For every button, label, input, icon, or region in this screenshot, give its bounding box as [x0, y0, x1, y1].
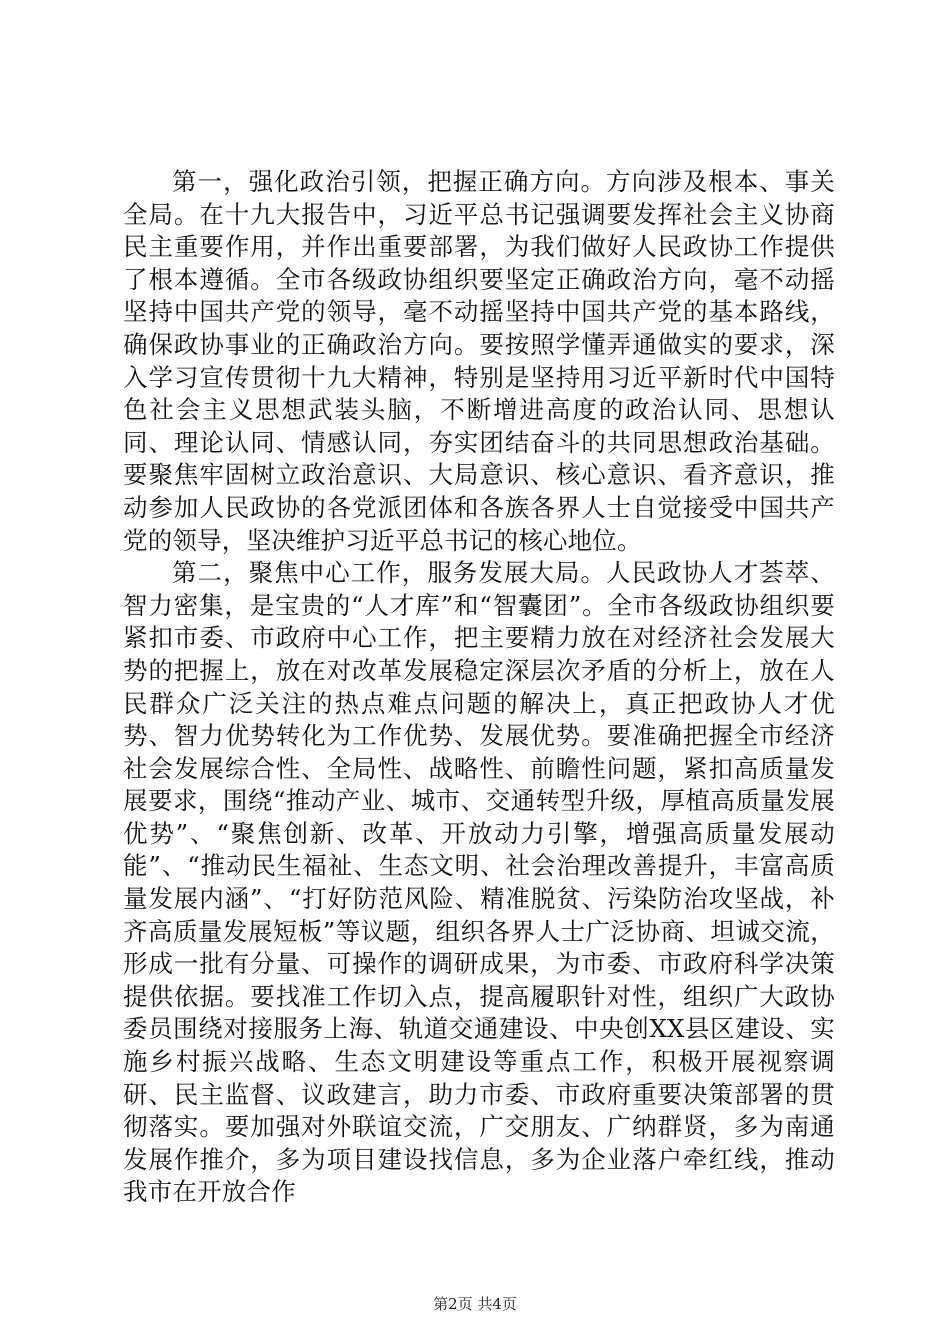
paragraph-2: 第二，聚焦中心工作，服务发展大局。人民政协人才荟萃、智力密集，是宝贵的“人才库”和“智囊团”。全市各级政协组织要紧扣市委、市政府中心工作，把主要精力放在对经济社会发展大势的把握上，放在对改革发展稳定深层次矛盾的分析上，放在人民群众广泛关注的热点难点问题的解决上，真正把政协人才优势、智力优势转化为工作优势、发展优势。要准确把握全市经济社会发展综合性、全局性、战略性、前瞻性问题，紧扣高质量发展要求，围绕“推动产业、城市、交通转型升级，厚植高质量发展优势”、“聚焦创新、改革、开放动力引擎，增强高质量发展动能”、“推动民生福祉、生态文明、社会治理改善提升，丰富高质量发展内涵”、“打好防范风险、精准脱贫、污染防治攻坚战，补齐高质量发展短板”等议题，组织各界人士广泛协商、坦诚交流，形成一批有分量、可操作的调研成果，为市委、市政府科学决策提供依据。要找准工作切入点，提高履职针对性，组织广大政协委员围绕对接服务上海、轨道交通建设、中央创XX县区建设、实施乡村振兴战略、生态文明建设等重点工作，积极开展视察调研、民主监督、议政建言，助力市委、市政府重要决策部署的贯彻落实。要加强对外联谊交流，广交朋友、广纳群贤，多为南通发展作推介，多为项目建设找信息，多为企业落户牵红线，推动我市在开放合作	[123, 558, 835, 1207]
document-body	[123, 166, 835, 1209]
paragraph-1: 第一，强化政治引领，把握正确方向。方向涉及根本、事关全局。在十九大报告中，习近平总书记强调要发挥社会主义协商民主重要作用，并作出重要部署，为我们做好人民政协工作提供了根本遵循。全市各级政协组织要坚定正确政治方向，毫不动摇坚持中国共产党的领导，毫不动摇坚持中国共产党的基本路线，确保政协事业的正确政治方向。要按照学懂弄通做实的要求，深入学习宣传贯彻十九大精神，特别是坚持用习近平新时代中国特色社会主义思想武装头脑，不断增进高度的政治认同、思想认同、理论认同、情感认同，夯实团结奋斗的共同思想政治基础。要聚焦牢固树立政治意识、大局意识、核心意识、看齐意识，推动参加人民政协的各党派团体和各族各界人士自觉接受中国共产党的领导，坚决维护习近平总书记的核心地位。	[123, 167, 835, 555]
page-footer: 第2页 共4页	[433, 1295, 517, 1313]
